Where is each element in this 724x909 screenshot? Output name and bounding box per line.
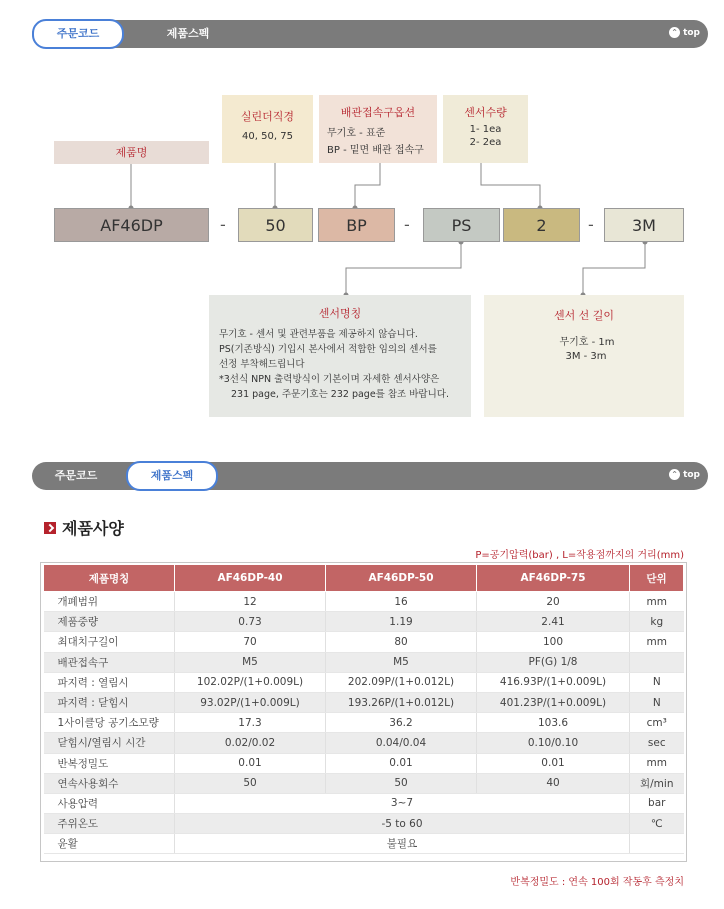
header-cell: AF46DP-50 [326,565,477,592]
table-cell: mm [630,753,684,773]
table-cell: M5 [326,652,477,672]
table-cell: PF(G) 1/8 [477,652,630,672]
code-product: AF46DP [54,208,209,242]
table-row [44,713,684,733]
spec-table [43,564,684,854]
bore-label: 실린더직경 [240,110,295,123]
table-cell: 103.6 [477,713,630,733]
port-box [319,95,437,163]
table-cell: 0.01 [175,753,326,773]
code-cable: 3M [604,208,684,242]
table-cell: 16 [326,592,477,612]
table-cell: mm [630,592,684,612]
table-cell: 93.02P/(1+0.009L) [175,692,326,712]
top-button-2[interactable] [669,469,700,480]
chevron-up-icon: ⌃ [669,27,680,38]
chevron-up-icon: ⌃ [669,469,680,480]
table-row [44,753,684,773]
table-cell: 36.2 [326,713,477,733]
table-cell [630,652,684,672]
table-cell: 50 [175,773,326,793]
table-cell: 0.73 [175,612,326,632]
table-cell: N [630,692,684,712]
table-row [44,672,684,692]
table-cell: 파지력 : 열림시 [44,672,175,692]
header-cell: 제품명칭 [44,565,175,592]
code-sensor-qty: 2 [503,208,580,242]
table-cell: 제품중량 [44,612,175,632]
table-cell: 1.19 [326,612,477,632]
sensor-qty-line2: 2- 2ea [469,137,502,148]
tab-spec-2[interactable]: 제품스펙 [126,461,218,491]
table-cell: 0.02/0.02 [175,733,326,753]
table-cell: 최대치구길이 [44,632,175,652]
spec-body [44,592,684,854]
table-cell: 1사이클당 공기소모량 [44,713,175,733]
table-cell: 102.02P/(1+0.009L) [175,672,326,692]
table-cell: 100 [477,632,630,652]
sensor-name-text [209,327,471,402]
table-cell: 반복정밀도 [44,753,175,773]
port-line2: BP - 밑면 배관 접속구 [327,145,424,156]
code-sensor: PS [423,208,500,242]
table-cell: 20 [477,592,630,612]
table-cell: 50 [326,773,477,793]
table-cell: 사용압력 [44,793,175,813]
table-cell: M5 [175,652,326,672]
cable-line1: 무기호 - 1m [559,337,615,348]
table-cell: 0.04/0.04 [326,733,477,753]
table-cell: 193.26P/(1+0.012L) [326,692,477,712]
table-cell: 70 [175,632,326,652]
dash-2: - [404,215,410,234]
table-cell: 401.23P/(1+0.009L) [477,692,630,712]
tab-order-code[interactable]: 주문코드 [32,19,124,49]
table-cell: sec [630,733,684,753]
table-cell: 0.10/0.10 [477,733,630,753]
table-row [44,733,684,753]
port-label: 배관접속구옵션 [340,106,416,119]
table-row [44,773,684,793]
sensor-name-line: 무기호 - 센서 및 관련부품을 제공하지 않습니다. [219,329,418,340]
code-port: BP [318,208,395,242]
table-cell: 파지력 : 닫힘시 [44,692,175,712]
sensor-name-line: 231 page, 주문기호는 232 page를 참조 바랍니다. [230,389,449,400]
table-cell: 배관접속구 [44,652,175,672]
code-bore: 50 [238,208,313,242]
table-cell: 416.93P/(1+0.009L) [477,672,630,692]
table-row [44,612,684,632]
table-row [44,692,684,712]
table-cell: 윤활 [44,834,175,854]
spec-title: 제품사양 [62,519,124,538]
spec-header-row [44,565,684,592]
table-cell: cm³ [630,713,684,733]
table-cell: 17.3 [175,713,326,733]
table-cell: ℃ [630,814,684,834]
table-cell: 3~7 [175,793,630,813]
port-line1: 무기호 - 표준 [327,128,386,139]
spec-note-bottom: 반복정밀도 : 연속 100회 작동후 측정치 [510,877,684,888]
sensor-name-box [209,295,471,417]
spec-note-top: P=공기압력(bar) , L=작용점까지의 거리(mm) [475,550,684,561]
table-cell: -5 to 60 [175,814,630,834]
cable-box [484,295,684,417]
table-cell: 0.01 [477,753,630,773]
sensor-qty-line1: 1- 1ea [469,124,502,135]
table-cell: bar [630,793,684,813]
table-cell: kg [630,612,684,632]
table-cell: 개폐범위 [44,592,175,612]
table-cell: 0.01 [326,753,477,773]
section-bullet-icon [44,522,56,534]
dash-3: - [588,215,594,234]
header-cell: AF46DP-75 [477,565,630,592]
cable-title: 센서 선 길이 [553,309,615,322]
cable-line2: 3M - 3m [565,351,607,362]
table-cell: 2.41 [477,612,630,632]
top-label: top [683,27,700,38]
table-cell: 닫힘시/열림시 시간 [44,733,175,753]
table-row [44,793,684,813]
sensor-name-line: 선정 부착해드립니다 [219,359,305,370]
table-row [44,592,684,612]
table-row [44,652,684,672]
sensor-name-title: 센서명칭 [318,307,362,320]
table-cell: 80 [326,632,477,652]
table-row [44,632,684,652]
table-cell: 202.09P/(1+0.012L) [326,672,477,692]
table-cell: 불필요 [175,834,630,854]
table-cell: 회/min [630,773,684,793]
table-cell: 연속사용회수 [44,773,175,793]
tab-order-code-2[interactable]: 주문코드 [54,469,98,482]
table-cell: mm [630,632,684,652]
top-label-2: top [683,469,700,480]
sensor-name-line: PS(기존방식) 기입시 본사에서 적합한 임의의 센서를 [219,344,437,355]
spec-section-title [44,516,124,539]
table-cell [630,834,684,854]
header-cell: 단위 [630,565,684,592]
table-cell: N [630,672,684,692]
tab-spec[interactable]: 제품스펙 [166,27,210,40]
product-name-label: 제품명 [115,146,148,159]
table-cell: 12 [175,592,326,612]
bore-values: 40, 50, 75 [242,131,293,142]
sensor-name-line: *3선식 NPN 출력방식이 기본이며 자세한 센서사양은 [219,374,440,385]
table-row [44,814,684,834]
sensor-qty-box [443,95,528,163]
sensor-qty-label: 센서수량 [464,106,507,119]
table-cell: 주위온도 [44,814,175,834]
product-name-box [54,141,209,164]
dash-1: - [220,215,226,234]
table-row [44,834,684,854]
table-cell: 40 [477,773,630,793]
mid-tab-bar [32,462,708,490]
bore-box [222,95,313,163]
header-cell: AF46DP-40 [175,565,326,592]
